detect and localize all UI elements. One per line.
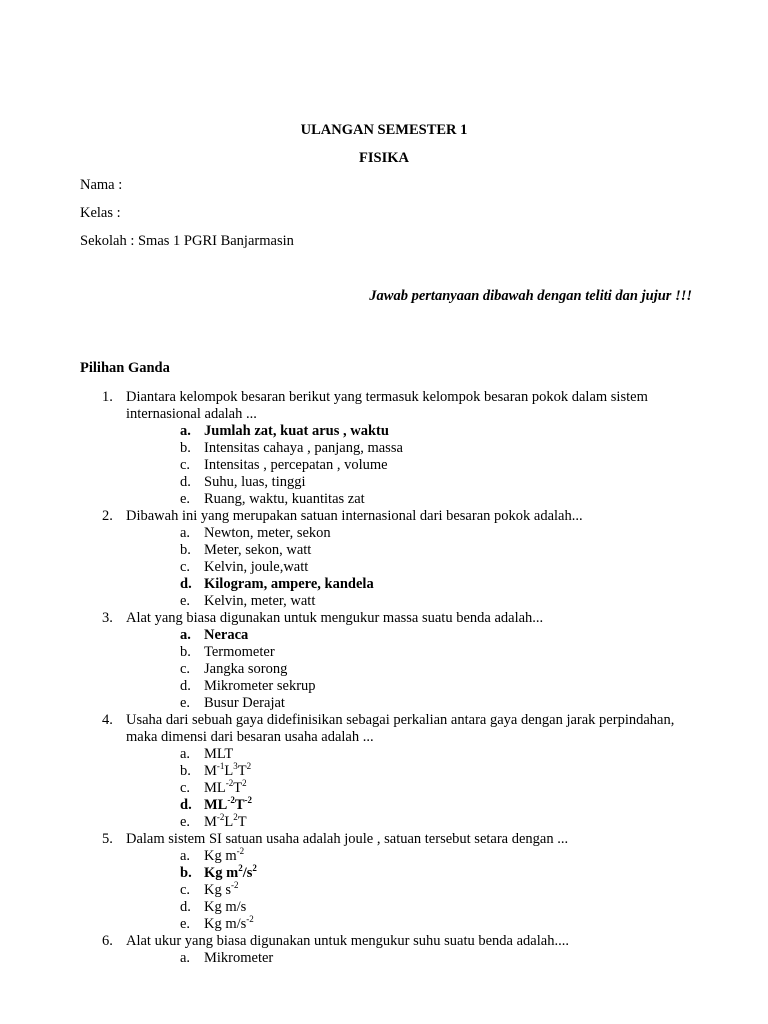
option-text: Newton, meter, sekon [204,525,331,541]
answer-option-correct [180,865,700,882]
superscript: -2 [236,846,245,856]
answer-option-correct [180,576,700,593]
answer-option [180,457,700,474]
option-letter: c. [180,559,191,575]
superscript: 2 [233,812,238,822]
superscript: 3 [233,761,238,771]
superscript: -2 [246,914,254,924]
option-letter: e. [180,916,191,932]
superscript: -2 [225,778,234,788]
answer-option [180,593,700,610]
option-text: Suhu, luas, tinggi [204,474,306,490]
option-letter: d. [180,474,191,490]
answer-option [180,848,700,865]
option-letter: c. [180,780,191,796]
option-text: Jangka sorong [204,661,288,677]
option-letter: e. [180,695,191,711]
question-item [80,389,700,508]
question-item [80,610,700,712]
option-list [126,848,700,933]
answer-option-correct [180,627,700,644]
question-text: Diantara kelompok besaran berikut yang termasuk kelompok besaran pokok dalam sistem internasional adalah ... [126,389,648,422]
question-number: 6. [102,933,113,949]
superscript: 2 [242,778,247,788]
question-text: Dalam sistem SI satuan usaha adalah joule , satuan tersebut setara dengan ... [126,831,569,847]
option-letter: d. [180,576,192,592]
question-text: Alat ukur yang biasa digunakan untuk mengukur suhu suatu benda adalah.... [126,933,569,949]
answer-option [180,661,700,678]
option-letter: d. [180,797,192,813]
answer-option [180,440,700,457]
option-text: Kelvin, joule,watt [204,559,309,575]
answer-option [180,559,700,576]
option-text: Kg $m^{-2}$ [204,846,245,864]
class-field: Kelas : [80,205,121,221]
answer-option [180,678,700,695]
option-text: Kg m/s [204,899,247,915]
answer-option [180,542,700,559]
superscript: 2 [238,863,243,873]
question-list [80,389,700,967]
answer-option [180,899,700,916]
option-text: $M^{-1}L^3T^2$ [204,761,252,779]
section-title: Pilihan Ganda [80,360,170,376]
option-letter: b. [180,440,191,456]
school-field: Sekolah : Smas 1 PGRI Banjarmasin [80,233,294,249]
option-list [126,746,700,831]
option-text: Kilogram, ampere, kandela [204,576,374,592]
option-text: Mikrometer sekrup [204,678,316,694]
option-letter: a. [180,746,191,762]
option-letter: d. [180,899,191,915]
question-text: Alat yang biasa digunakan untuk mengukur massa suatu benda adalah... [126,610,544,626]
answer-option [180,525,700,542]
question-number: 3. [102,610,113,626]
question-number: 4. [102,712,113,728]
name-field: Nama : [80,177,123,193]
question-number: 2. [102,508,113,524]
question-item [80,712,700,831]
answer-option-correct [180,797,700,814]
option-text: Kg $m/s^{-2}$ [204,914,254,932]
option-letter: a. [180,950,191,966]
answer-option [180,814,700,831]
option-list [126,950,700,967]
superscript: -2 [227,795,235,805]
option-text: Meter, sekon, watt [204,542,312,558]
option-letter: b. [180,865,192,881]
option-text: $ML^{-2}T^{-2}$ [204,795,253,813]
question-item [80,933,700,967]
subject-title: FISIKA [359,150,409,166]
option-list [126,627,700,712]
option-letter: a. [180,627,191,643]
instruction-text: Jawab pertanyaan dibawah dengan teliti dan jujur !!! [369,288,692,304]
answer-option-correct [180,423,700,440]
option-text: Kelvin, meter, watt [204,593,316,609]
option-text: Jumlah zat, kuat arus , waktu [204,423,389,439]
option-letter: b. [180,542,191,558]
option-text: Kg $m^2/s^2$ [204,863,257,881]
answer-option [180,780,700,797]
answer-option [180,644,700,661]
option-letter: c. [180,661,191,677]
answer-option [180,950,700,967]
option-text: Ruang, waktu, kuantitas zat [204,491,365,507]
option-text: $M^{-2}L^2T$ [204,812,247,830]
answer-option [180,695,700,712]
option-letter: c. [180,457,191,473]
superscript: -2 [244,795,253,805]
answer-option [180,474,700,491]
question-number: 5. [102,831,113,847]
option-text: $ML^{-2}T^2$ [204,778,247,796]
option-letter: b. [180,763,191,779]
answer-option [180,491,700,508]
question-text: Dibawah ini yang merupakan satuan internasional dari besaran pokok adalah... [126,508,583,524]
option-list [126,525,700,610]
option-letter: b. [180,644,191,660]
superscript: -1 [216,761,225,771]
question-text: Usaha dari sebuah gaya didefinisikan sebagai perkalian antara gaya dengan jarak perpindahan, maka dimensi dari besaran usaha adalah ... [126,712,675,745]
answer-option [180,746,700,763]
option-list [126,423,700,508]
answer-option [180,763,700,780]
option-letter: e. [180,491,191,507]
option-text: Intensitas , percepatan , volume [204,457,388,473]
document-title: ULANGAN SEMESTER 1 [300,122,468,138]
answer-option [180,882,700,899]
option-text: Intensitas cahaya , panjang, massa [204,440,403,456]
superscript: -2 [231,880,239,890]
superscript: 2 [252,863,257,873]
question-item [80,831,700,933]
option-text: Termometer [204,644,275,660]
option-letter: a. [180,525,191,541]
option-text: MLT [204,746,234,762]
question-number: 1. [102,389,113,405]
superscript: -2 [216,812,225,822]
option-letter: e. [180,593,191,609]
question-item [80,508,700,610]
option-letter: c. [180,882,191,898]
option-text: Mikrometer [204,950,274,966]
option-text: Neraca [204,627,249,643]
option-letter: a. [180,423,191,439]
option-letter: d. [180,678,191,694]
answer-option [180,916,700,933]
option-text: Busur Derajat [204,695,285,711]
option-text: Kg $s^{-2}$ [204,880,239,898]
option-letter: a. [180,848,191,864]
option-letter: e. [180,814,191,830]
superscript: 2 [246,761,252,771]
